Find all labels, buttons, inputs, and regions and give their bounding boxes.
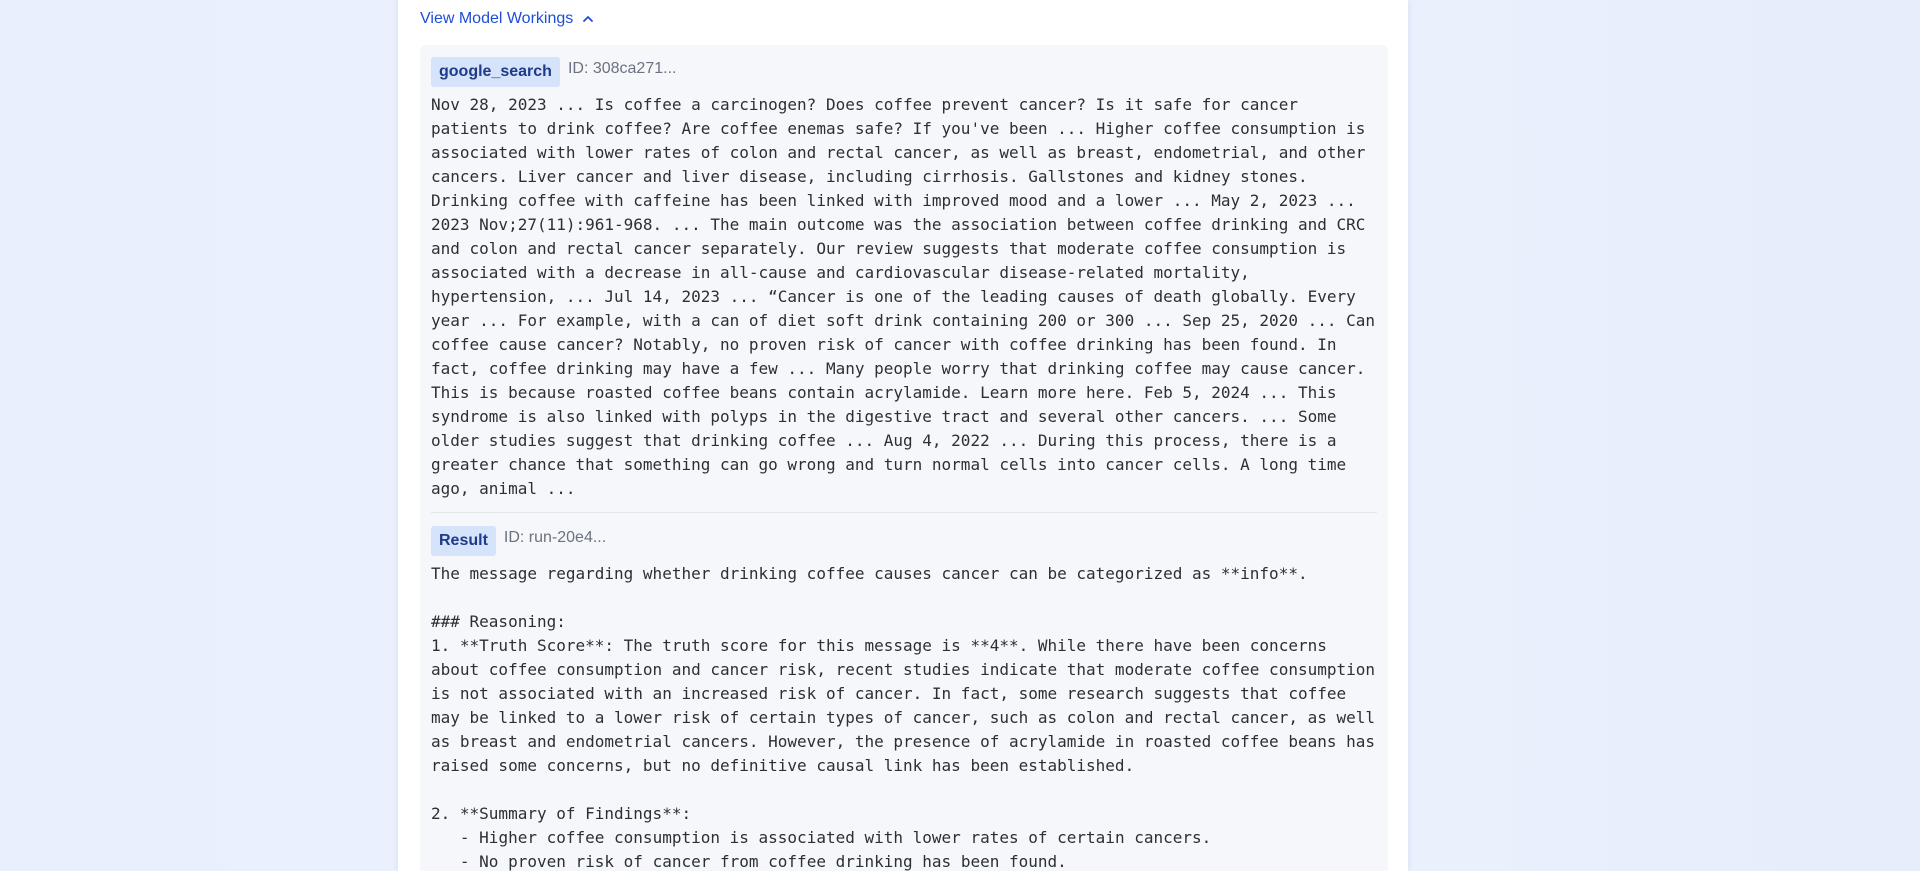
workings-steps-container [420,45,1388,871]
chevron-up-icon[interactable] [581,12,595,26]
result-output-text: The message regarding whether drinking coffee causes cancer can be categorized as **info**. ### Reasoning: 1. **Truth Score**: The truth score for this message is **4**. While there have been concerns about coffee consumption and cancer risk, recent studies indicate that moderate coffee consumption is not associated with an increased risk of cancer. In fact, some research suggests that coffee may be linked to a lower risk of certain types of cancer, such as colon and rectal cancer, as well as breast and endometrial cancers. However, the presence of acrylamide in roasted coffee beans has raised some concerns, but no definitive causal link has been established. 2. **Summary of Findings**: - Higher coffee consumption is associated with lower rates of certain cancers. - No proven risk of cancer from coffee drinking has been found. [431,564,1376,871]
step-google-search [431,57,1377,501]
step-divider [431,512,1377,513]
view-model-workings-label[interactable]: View Model Workings [420,10,574,27]
step-id: ID: 308ca271... [567,60,677,77]
model-workings-panel [398,0,1408,871]
step-id: ID: run-20e4... [503,529,607,546]
tool-badge: google_search [431,57,560,87]
view-model-workings-toggle[interactable] [420,10,595,28]
step-result [431,526,1377,871]
step-header [431,57,1377,87]
tool-output-text: Nov 28, 2023 ... Is coffee a carcinogen? Does coffee prevent cancer? Is it safe for cancer patients to drink coffee? Are coffee enemas safe? If you've been ... Higher coffee consumption is associated with lower rates of colon and rectal cancer, as well as breast, endometrial, and other cancers. Liver cancer and liver disease, including cirrhosis. Gallstones and kidney stones. Drinking coffee with caffeine has been linked with improved mood and a lower ... May 2, 2023 ... 2023 Nov;27(11):961-968. ... The main outcome was the association between coffee drinking and CRC and colon and rectal cancer separately. Our review suggests that moderate coffee consumption is associated with a decrease in all-cause and cardiovascular disease-related mortality, hypertension, ... Jul 14, 2023 ... “Cancer is one of the leading causes of death globally. Every year ... For example, with a can of diet soft drink containing 200 or 300 ... Sep 25, 2020 ... Can coffee cause cancer? Notably, no proven risk of cancer with coffee drinking has been found. In fact, coffee drinking may have a few ... Many people worry that drinking coffee may cause cancer. This is because roasted coffee beans contain acrylamide. Learn more here. Feb 5, 2024 ... This syndrome is also linked with polyps in the digestive tract and several other cancers. ... Some older studies suggest that drinking coffee ... Aug 4, 2022 ... During this process, there is a greater chance that something can go wrong and turn normal cells into cancer cells. A long time ago, animal ... [431,95,1376,498]
step-header [431,526,1377,556]
result-badge: Result [431,526,496,556]
